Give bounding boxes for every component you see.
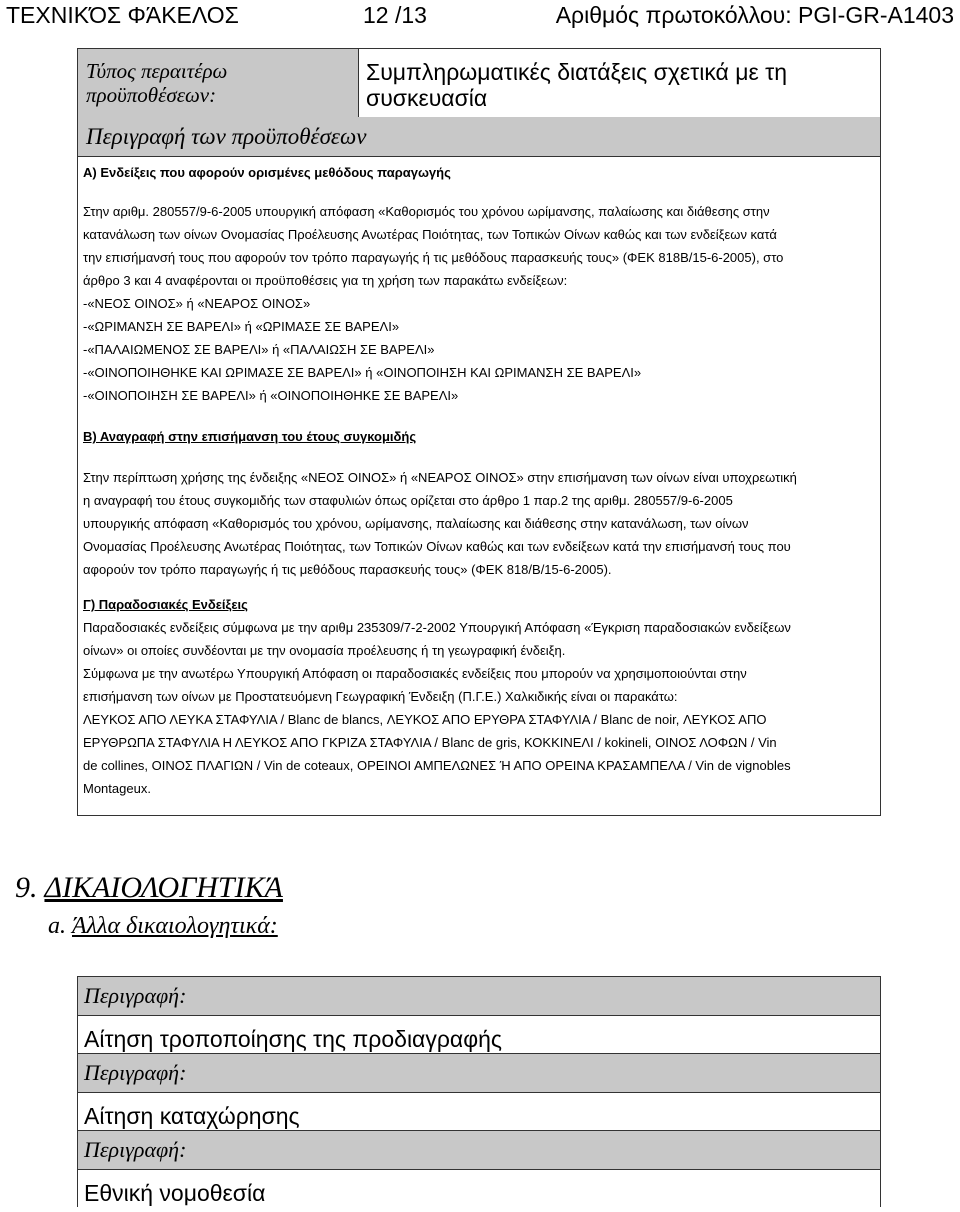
text-line: Σύμφωνα με την ανωτέρω Υπουργική Απόφαση οι παραδοσιακές ενδείξεις που μπορούν να χρησιμοποιούνται στην <box>83 666 747 681</box>
subsection-a-prefix: a. <box>48 913 66 939</box>
page-header <box>0 0 960 30</box>
text-line: -«ΟΙΝΟΠΟΙΗΣΗ ΣΕ ΒΑΡΕΛΙ» ή «ΟΙΝΟΠΟΙΗΘΗΚΕ ΣΕ ΒΑΡΕΛΙ» <box>83 388 459 403</box>
text-line: την επισήμανσή τους που αφορούν τον τρόπο παραγωγής ή τις μεθόδους παρασκευής τους» (ΦΕΚ 818Β/15-6-2005), στο <box>83 250 784 265</box>
description-label: Περιγραφή των προϋποθέσεων <box>78 117 880 157</box>
text-line: -«ΝΕΟΣ ΟΙΝΟΣ» ή «ΝΕΑΡΟΣ ΟΙΝΟΣ» <box>83 296 311 311</box>
text-line: ΕΡΥΘΡΩΠΑ ΣΤΑΦΥΛΙΑ Η ΛΕΥΚΟΣ ΑΠΟ ΓΚΡΙΖΑ ΣΤΑΦΥΛΙΑ / Blanc de gris, ΚΟΚΚΙΝΕΛΙ / kokineli, ΟΙΝΟΣ ΛΟΦΩΝ / Vin <box>83 735 777 750</box>
documents-table <box>77 976 881 1207</box>
type-value: Συμπληρωματικές διατάξεις σχετικά με τη συσκευασία <box>366 59 788 111</box>
subsection-a-title: Άλλα δικαιολογητικά: <box>72 913 278 939</box>
section-a-title: Α) Ενδείξεις που αφορούν ορισμένες μεθόδους παραγωγής <box>83 165 451 180</box>
text-line: ΛΕΥΚΟΣ ΑΠΟ ΛΕΥΚΑ ΣΤΑΦΥΛΙΑ / Blanc de blancs, ΛΕΥΚΟΣ ΑΠΟ ΕΡΥΘΡΑ ΣΤΑΦΥΛΙΑ / Blanc de noir, ΛΕΥΚΟΣ ΑΠΟ <box>83 712 767 727</box>
section-c-title: Γ) Παραδοσιακές Ενδείξεις <box>83 597 248 612</box>
document-label: Περιγραφή: <box>78 977 880 1016</box>
text-line: Στην αριθμ. 280557/9-6-2005 υπουργική απόφαση «Καθορισμός του χρόνου ωρίμανσης, παλαίωσης και διάθεσης στην <box>83 204 770 219</box>
text-line: Στην περίπτωση χρήσης της ένδειξης «ΝΕΟΣ ΟΙΝΟΣ» ή «ΝΕΑΡΟΣ ΟΙΝΟΣ» στην επισήμανση των οίνων είναι υποχρεωτική <box>83 470 797 485</box>
document-value: Εθνική νομοθεσία <box>84 1180 266 1206</box>
document-value: Αίτηση τροποποίησης της προδιαγραφής <box>78 1016 880 1054</box>
conditions-text <box>83 161 875 800</box>
document-value: Αίτηση καταχώρησης <box>78 1093 880 1131</box>
section-9-heading <box>15 870 283 906</box>
header-page-number: 12 /13 <box>363 2 427 28</box>
section-b-title: Β) Αναγραφή στην επισήμανση του έτους συγκομιδής <box>83 429 417 444</box>
text-line: η αναγραφή του έτους συγκομιδής των σταφυλιών όπως ορίζεται στο άρθρο 1 παρ.2 της αριθμ. 280557/9-6-2005 <box>83 493 733 508</box>
document-label: Περιγραφή: <box>78 1131 880 1170</box>
text-line: -«ΟΙΝΟΠΟΙΗΘΗΚΕ ΚΑΙ ΩΡΙΜΑΣΕ ΣΕ ΒΑΡΕΛΙ» ή «ΟΙΝΟΠΟΙΗΣΗ ΚΑΙ ΩΡΙΜΑΝΣΗ ΣΕ ΒΑΡΕΛΙ» <box>83 365 642 380</box>
text-line: επισήμανση των οίνων με Προστατευόμενη Γεωγραφική Ένδειξη (Π.Γ.Ε.) Χαλκιδικής είναι οι παρακάτω: <box>83 689 678 704</box>
text-line: -«ΩΡΙΜΑΝΣΗ ΣΕ ΒΑΡΕΛΙ» ή «ΩΡΙΜΑΣΕ ΣΕ ΒΑΡΕΛΙ» <box>83 319 400 334</box>
text-line: αφορούν τον τρόπο παραγωγής ή τις μεθόδους παρασκευής τους» (ΦΕΚ 818/Β/15-6-2005). <box>83 562 612 577</box>
text-line: -«ΠΑΛΑΙΩΜΕΝΟΣ ΣΕ ΒΑΡΕΛΙ» ή «ΠΑΛΑΙΩΣΗ ΣΕ ΒΑΡΕΛΙ» <box>83 342 435 357</box>
text-line: Παραδοσιακές ενδείξεις σύμφωνα με την αριθμ 235309/7-2-2002 Υπουργική Απόφαση «Έγκριση παραδοσιακών ενδείξεων <box>83 620 791 635</box>
conditions-box <box>77 48 881 816</box>
text-line: Ονομασίας Προέλευσης Ανωτέρας Ποιότητας, των Τοπικών Οίνων καθώς και των ενδείξεων κατά την επισήμανσή τους που <box>83 539 791 554</box>
section-9-title: ΔΙΚΑΙΟΛΟΓΗΤΙΚΆ <box>44 871 283 904</box>
text-line: οίνων» οι οποίες συνδέονται με την ονομασία προέλευσης ή τη γεωγραφική ένδειξη. <box>83 643 566 658</box>
text-line: άρθρο 3 και 4 αναφέρονται οι προϋποθέσεις για τη χρήση των παρακάτω ενδείξεων: <box>83 273 568 288</box>
type-label: Τύπος περαιτέρω προϋποθέσεων: <box>78 49 359 117</box>
type-row <box>78 49 880 118</box>
document-label: Περιγραφή: <box>78 1054 880 1093</box>
text-line: κατανάλωση των οίνων Ονομασίας Προέλευσης Ανωτέρας Ποιότητας, των Τοπικών Οίνων καθώς και των ενδείξεων κατά <box>83 227 777 242</box>
section-9-number: 9. <box>15 871 38 904</box>
header-doc-type: ΤΕΧΝΙΚΌΣ ΦΆΚΕΛΟΣ <box>6 2 239 28</box>
subsection-a-heading <box>48 910 278 942</box>
text-line: Montageux. <box>83 781 151 796</box>
text-line: υπουργικής απόφαση «Καθορισμός του χρόνου, ωρίμανσης, παλαίωσης και διάθεσης στην κατανάλωση, των οίνων <box>83 516 749 531</box>
header-protocol-number: Αριθμός πρωτοκόλλου: PGI-GR-A1403 <box>555 2 954 28</box>
text-line: de collines, ΟΙΝΟΣ ΠΛΑΓΙΩΝ / Vin de coteaux, ΟΡΕΙΝΟΙ ΑΜΠΕΛΩΝΕΣ Ή ΑΠΟ ΟΡΕΙΝΑ ΚΡΑΣΑΜΠΕΛΑ / Vin de vignobles <box>83 758 791 773</box>
